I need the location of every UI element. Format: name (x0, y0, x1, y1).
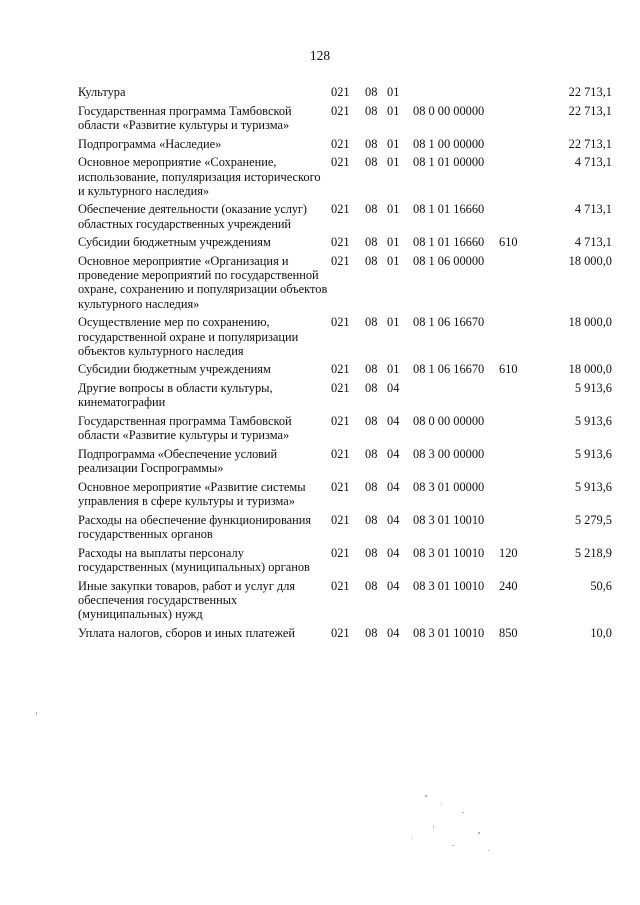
row-rz-code: 08 (365, 315, 378, 330)
row-sum: 50,6 (590, 578, 612, 593)
table-row (78, 513, 612, 541)
row-name: Государственная программа Тамбовской области «Развитие культуры и туризма» (78, 103, 292, 132)
table-row (78, 480, 612, 508)
row-ved-code: 021 (331, 578, 350, 593)
row-csr-code: 08 0 00 00000 (413, 414, 485, 429)
row-sum: 5 913,6 (574, 381, 612, 396)
row-sum: 18 000,0 (568, 362, 612, 377)
row-rz-code: 08 (365, 545, 378, 560)
row-sum: 5 218,9 (574, 545, 612, 560)
row-csr-code: 08 3 00 00000 (413, 446, 485, 461)
row-pr-code: 04 (387, 414, 400, 429)
row-sum: 10,0 (590, 625, 612, 640)
row-ved-code: 021 (331, 381, 350, 396)
row-rz-code: 08 (365, 512, 378, 527)
row-ved-code: 021 (331, 446, 350, 461)
budget-table (78, 85, 612, 644)
row-name: Подпрограмма «Обеспечение условий реализации Госпрограммы» (78, 446, 277, 476)
row-csr-code: 08 1 06 00000 (413, 254, 485, 269)
table-row (78, 362, 612, 376)
row-rz-code: 08 (365, 85, 378, 99)
table-row (78, 104, 612, 132)
row-ved-code: 021 (331, 235, 350, 250)
table-row (78, 546, 612, 574)
row-csr-code: 08 3 01 10010 (413, 512, 485, 527)
row-rz-code: 08 (365, 625, 378, 640)
row-csr-code: 08 3 01 10010 (413, 578, 485, 593)
row-pr-code: 01 (387, 103, 400, 118)
row-ved-code: 021 (331, 136, 350, 151)
row-ved-code: 021 (331, 315, 350, 330)
row-ved-code: 021 (331, 103, 350, 118)
row-vr-code: 610 (499, 362, 518, 377)
row-pr-code: 04 (387, 545, 400, 560)
row-name: Государственная программа Тамбовской области «Развитие культуры и туризма» (78, 414, 292, 443)
row-pr-code: 01 (387, 136, 400, 151)
row-sum: 5 279,5 (574, 512, 612, 527)
row-rz-code: 08 (365, 381, 378, 396)
row-csr-code: 08 1 01 00000 (413, 155, 485, 170)
row-pr-code: 04 (387, 446, 400, 461)
row-sum: 18 000,0 (568, 315, 612, 330)
row-pr-code: 04 (387, 479, 400, 494)
row-csr-code: 08 1 06 16670 (413, 362, 485, 377)
row-name: Основное мероприятие «Сохранение, использование, популяризация исторического и культурного наследия» (78, 155, 321, 198)
row-ved-code: 021 (331, 545, 350, 560)
table-row (78, 626, 612, 640)
row-vr-code: 240 (499, 578, 518, 593)
row-ved-code: 021 (331, 414, 350, 429)
table-row (78, 137, 612, 151)
row-ved-code: 021 (331, 254, 350, 269)
row-name: Подпрограмма «Наследие» (78, 136, 222, 151)
table-row (78, 315, 612, 358)
table-row (78, 447, 612, 475)
row-pr-code: 01 (387, 202, 400, 217)
table-row (78, 579, 612, 622)
row-pr-code: 01 (387, 362, 400, 377)
row-ved-code: 021 (331, 85, 350, 99)
row-ved-code: 021 (331, 202, 350, 217)
row-sum: 4 713,1 (574, 235, 612, 250)
row-sum: 5 913,6 (574, 479, 612, 494)
row-rz-code: 08 (365, 202, 378, 217)
row-name: Субсидии бюджетным учреждениям (78, 235, 271, 250)
row-sum: 22 713,1 (568, 85, 612, 99)
row-csr-code: 08 1 06 16670 (413, 315, 485, 330)
row-name: Расходы на выплаты персоналу государственных (муниципальных) органов (78, 545, 310, 574)
row-name: Расходы на обеспечение функционирования государственных органов (78, 512, 312, 541)
row-rz-code: 08 (365, 414, 378, 429)
row-rz-code: 08 (365, 155, 378, 170)
row-rz-code: 08 (365, 578, 378, 593)
row-sum: 4 713,1 (574, 155, 612, 170)
row-sum: 4 713,1 (574, 202, 612, 217)
row-rz-code: 08 (365, 362, 378, 377)
row-name: Осуществление мер по сохранению, государственной охране и популяризации объектов культурного наследия (78, 315, 299, 358)
table-row (78, 155, 612, 198)
row-csr-code: 08 1 01 16660 (413, 235, 485, 250)
row-name: Другие вопросы в области культуры, кинематографии (78, 381, 273, 410)
row-csr-code: 08 3 01 10010 (413, 545, 485, 560)
row-rz-code: 08 (365, 103, 378, 118)
row-pr-code: 01 (387, 155, 400, 170)
row-csr-code: 08 3 01 00000 (413, 479, 485, 494)
row-ved-code: 021 (331, 512, 350, 527)
table-row (78, 414, 612, 442)
row-csr-code: 08 3 01 10010 (413, 625, 485, 640)
row-name: Основное мероприятие «Организация и проведение мероприятий по государственной охране, сохранению и популяризации объектов культурного наследия» (78, 254, 328, 311)
row-vr-code: 850 (499, 625, 518, 640)
row-name: Основное мероприятие «Развитие системы управления в сфере культуры и туризма» (78, 479, 306, 509)
table-row (78, 202, 612, 230)
row-ved-code: 021 (331, 479, 350, 494)
row-csr-code: 08 0 00 00000 (413, 103, 485, 118)
row-pr-code: 01 (387, 254, 400, 269)
row-vr-code: 120 (499, 545, 518, 560)
row-name: Обеспечение деятельности (оказание услуг) областных государственных учреждений (78, 202, 307, 231)
row-vr-code: 610 (499, 235, 518, 250)
row-rz-code: 08 (365, 254, 378, 269)
row-csr-code: 08 1 01 16660 (413, 202, 485, 217)
row-sum: 5 913,6 (574, 446, 612, 461)
row-pr-code: 01 (387, 315, 400, 330)
row-rz-code: 08 (365, 136, 378, 151)
row-sum: 5 913,6 (574, 414, 612, 429)
row-rz-code: 08 (365, 235, 378, 250)
row-pr-code: 01 (387, 85, 400, 99)
row-rz-code: 08 (365, 446, 378, 461)
row-name: Уплата налогов, сборов и иных платежей (78, 625, 296, 640)
table-row (78, 235, 612, 249)
row-name: Культура (78, 85, 126, 99)
row-sum: 22 713,1 (568, 103, 612, 118)
table-row (78, 85, 612, 99)
row-rz-code: 08 (365, 479, 378, 494)
row-pr-code: 04 (387, 512, 400, 527)
row-sum: 22 713,1 (568, 136, 612, 151)
row-pr-code: 01 (387, 235, 400, 250)
row-ved-code: 021 (331, 625, 350, 640)
row-pr-code: 04 (387, 578, 400, 593)
row-pr-code: 04 (387, 381, 400, 396)
table-row (78, 254, 612, 311)
row-csr-code: 08 1 00 00000 (413, 136, 485, 151)
row-ved-code: 021 (331, 155, 350, 170)
row-name: Субсидии бюджетным учреждениям (78, 362, 271, 377)
row-pr-code: 04 (387, 625, 400, 640)
table-row (78, 381, 612, 409)
page-number: 128 (309, 48, 331, 63)
row-sum: 18 000,0 (568, 254, 612, 269)
row-name: Иные закупки товаров, работ и услуг для обеспечения государственных (муниципальных) нужд (78, 578, 296, 621)
row-ved-code: 021 (331, 362, 350, 377)
